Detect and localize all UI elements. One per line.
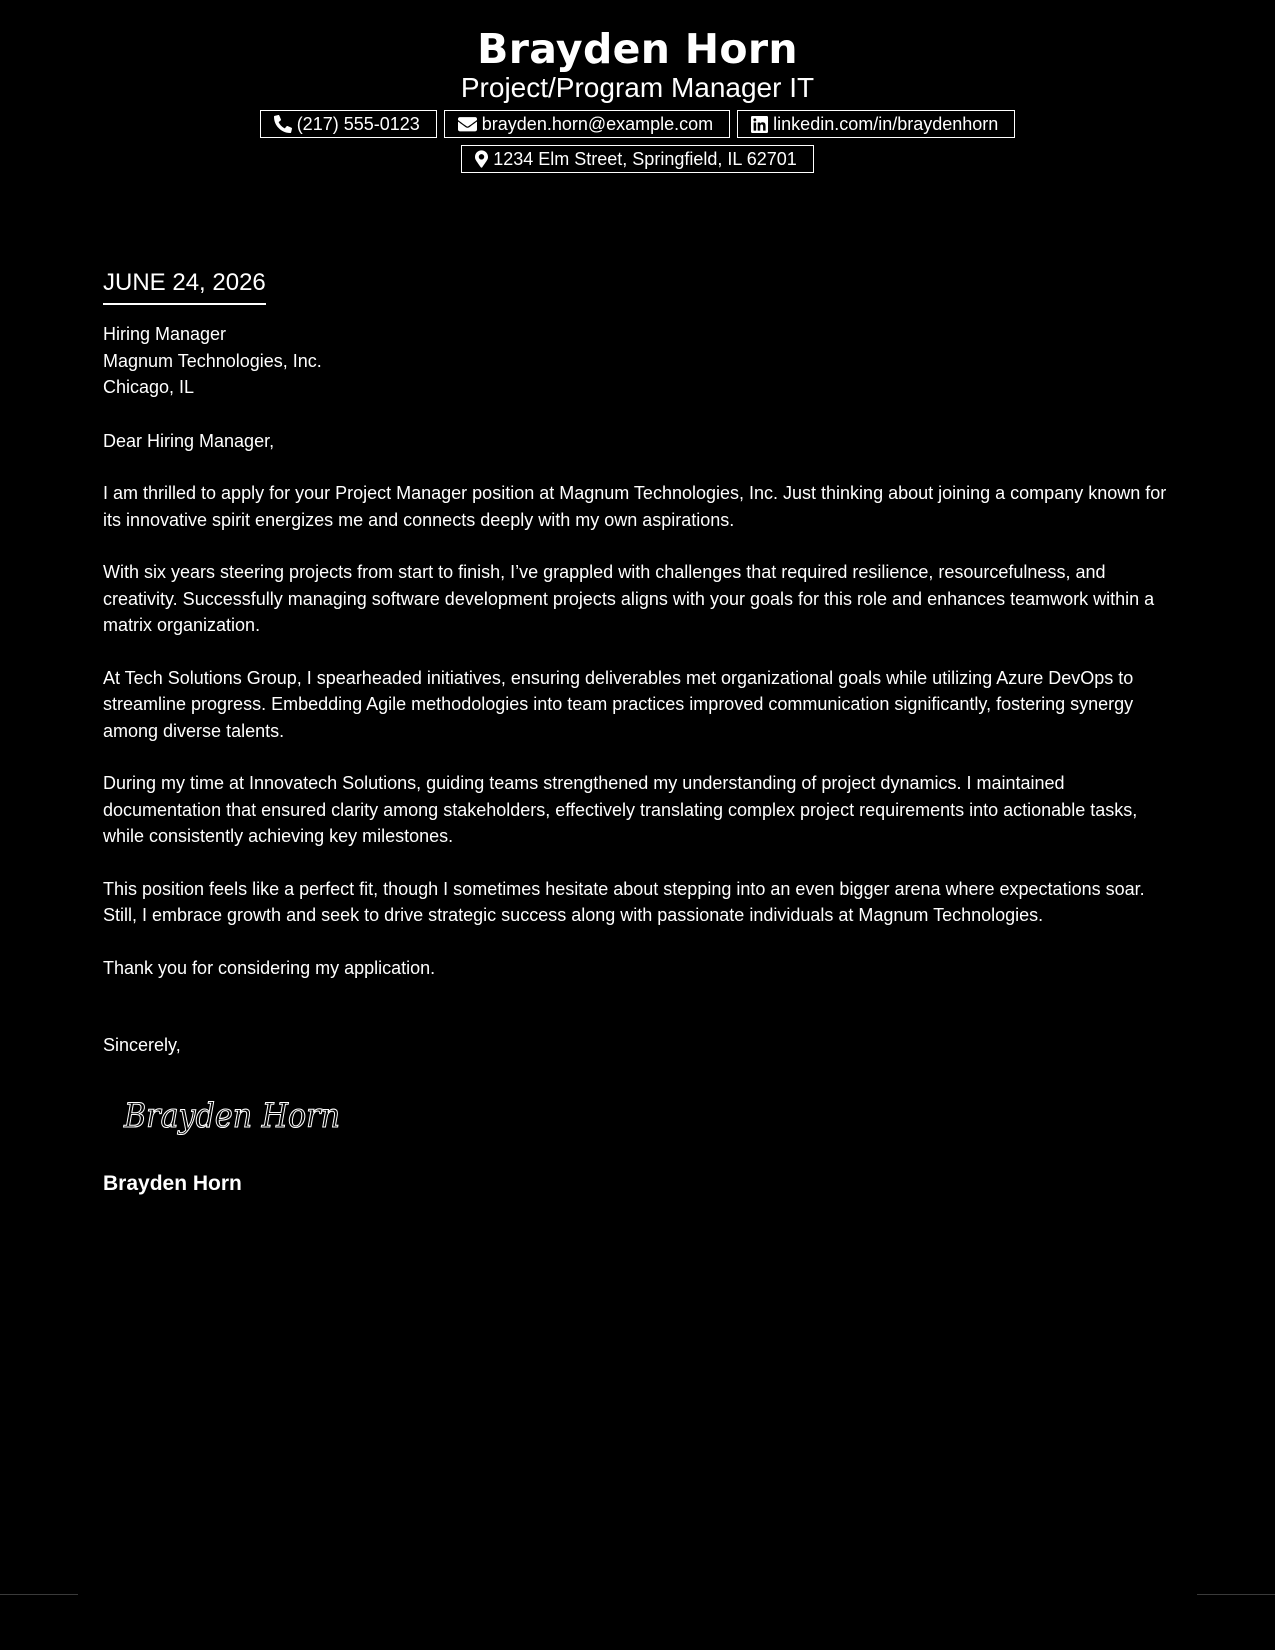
letter-header: [0, 22, 1275, 173]
page-divider-left: [0, 1594, 78, 1595]
body-paragraph: Thank you for considering my application.: [103, 957, 436, 978]
body-paragraph: At Tech Solutions Group, I spearheaded initiatives, ensuring deliverables met organizational goals while utilizing Azure DevOps to streamline progress. Embedding Agile methodologies into team practices improved communication significantly, fostering synergy among diverse talents.: [103, 667, 1134, 741]
contact-row-address: [0, 145, 1275, 173]
recipient-line: Magnum Technologies, Inc.: [103, 350, 322, 371]
body-paragraph: During my time at Innovatech Solutions, guiding teams strengthened my understanding of project dynamics. I maintained documentation that ensured clarity among stakeholders, effectively translating complex project requirements into actionable tasks, while consistently achieving key milestones.: [103, 773, 1138, 846]
salutation: Dear Hiring Manager,: [103, 430, 275, 451]
signer-name: Brayden Horn: [103, 1171, 242, 1195]
envelope-icon: [458, 117, 477, 132]
contact-linkedin[interactable]: [737, 110, 1015, 138]
signature-text: Brayden Horn: [123, 1095, 340, 1136]
body-paragraph: With six years steering projects from start to finish, I’ve grappled with challenges that required resilience, resourcefulness, and creativity. Successfully managing software development projects aligns with your goals for this role and enhances teamwork within a matrix organization.: [103, 562, 1155, 635]
recipient-line: Hiring Manager: [103, 324, 227, 344]
map-marker-icon: [475, 150, 488, 168]
recipient-block: [103, 321, 1183, 401]
letter-body: [103, 266, 1183, 1197]
letter-date: JUNE 24, 2026: [103, 266, 266, 305]
linkedin-icon: [751, 116, 768, 133]
contact-address: [461, 145, 814, 173]
page-divider-right: [1197, 1594, 1275, 1595]
contact-phone: [260, 110, 437, 138]
closing: Sincerely,: [103, 1035, 181, 1055]
contact-row: [0, 110, 1275, 138]
body-paragraph: I am thrilled to apply for your Project Manager position at Magnum Technologies, Inc. Just thinking about joining a company known for its innovative spirit energizes me and connects deeply with my own aspirations.: [103, 483, 1167, 530]
handwritten-signature: [120, 1091, 360, 1141]
applicant-name: Brayden Horn: [477, 25, 798, 73]
phone-text: (217) 555-0123: [296, 113, 420, 134]
phone-icon: [274, 115, 292, 133]
applicant-title: Project/Program Manager IT: [460, 72, 815, 103]
body-paragraph: This position feels like a perfect fit, though I sometimes hesitate about stepping into an even bigger arena where expectations soar. Still, I embrace growth and seek to drive strategic success along with passionate individuals at Magnum Technologies.: [103, 878, 1145, 925]
recipient-line: Chicago, IL: [103, 377, 195, 397]
address-text: 1234 Elm Street, Springfield, IL 62701: [493, 148, 797, 169]
linkedin-text: linkedin.com/in/braydenhorn: [773, 113, 999, 134]
contact-email[interactable]: [444, 110, 730, 138]
email-text: brayden.horn@example.com: [481, 113, 714, 134]
